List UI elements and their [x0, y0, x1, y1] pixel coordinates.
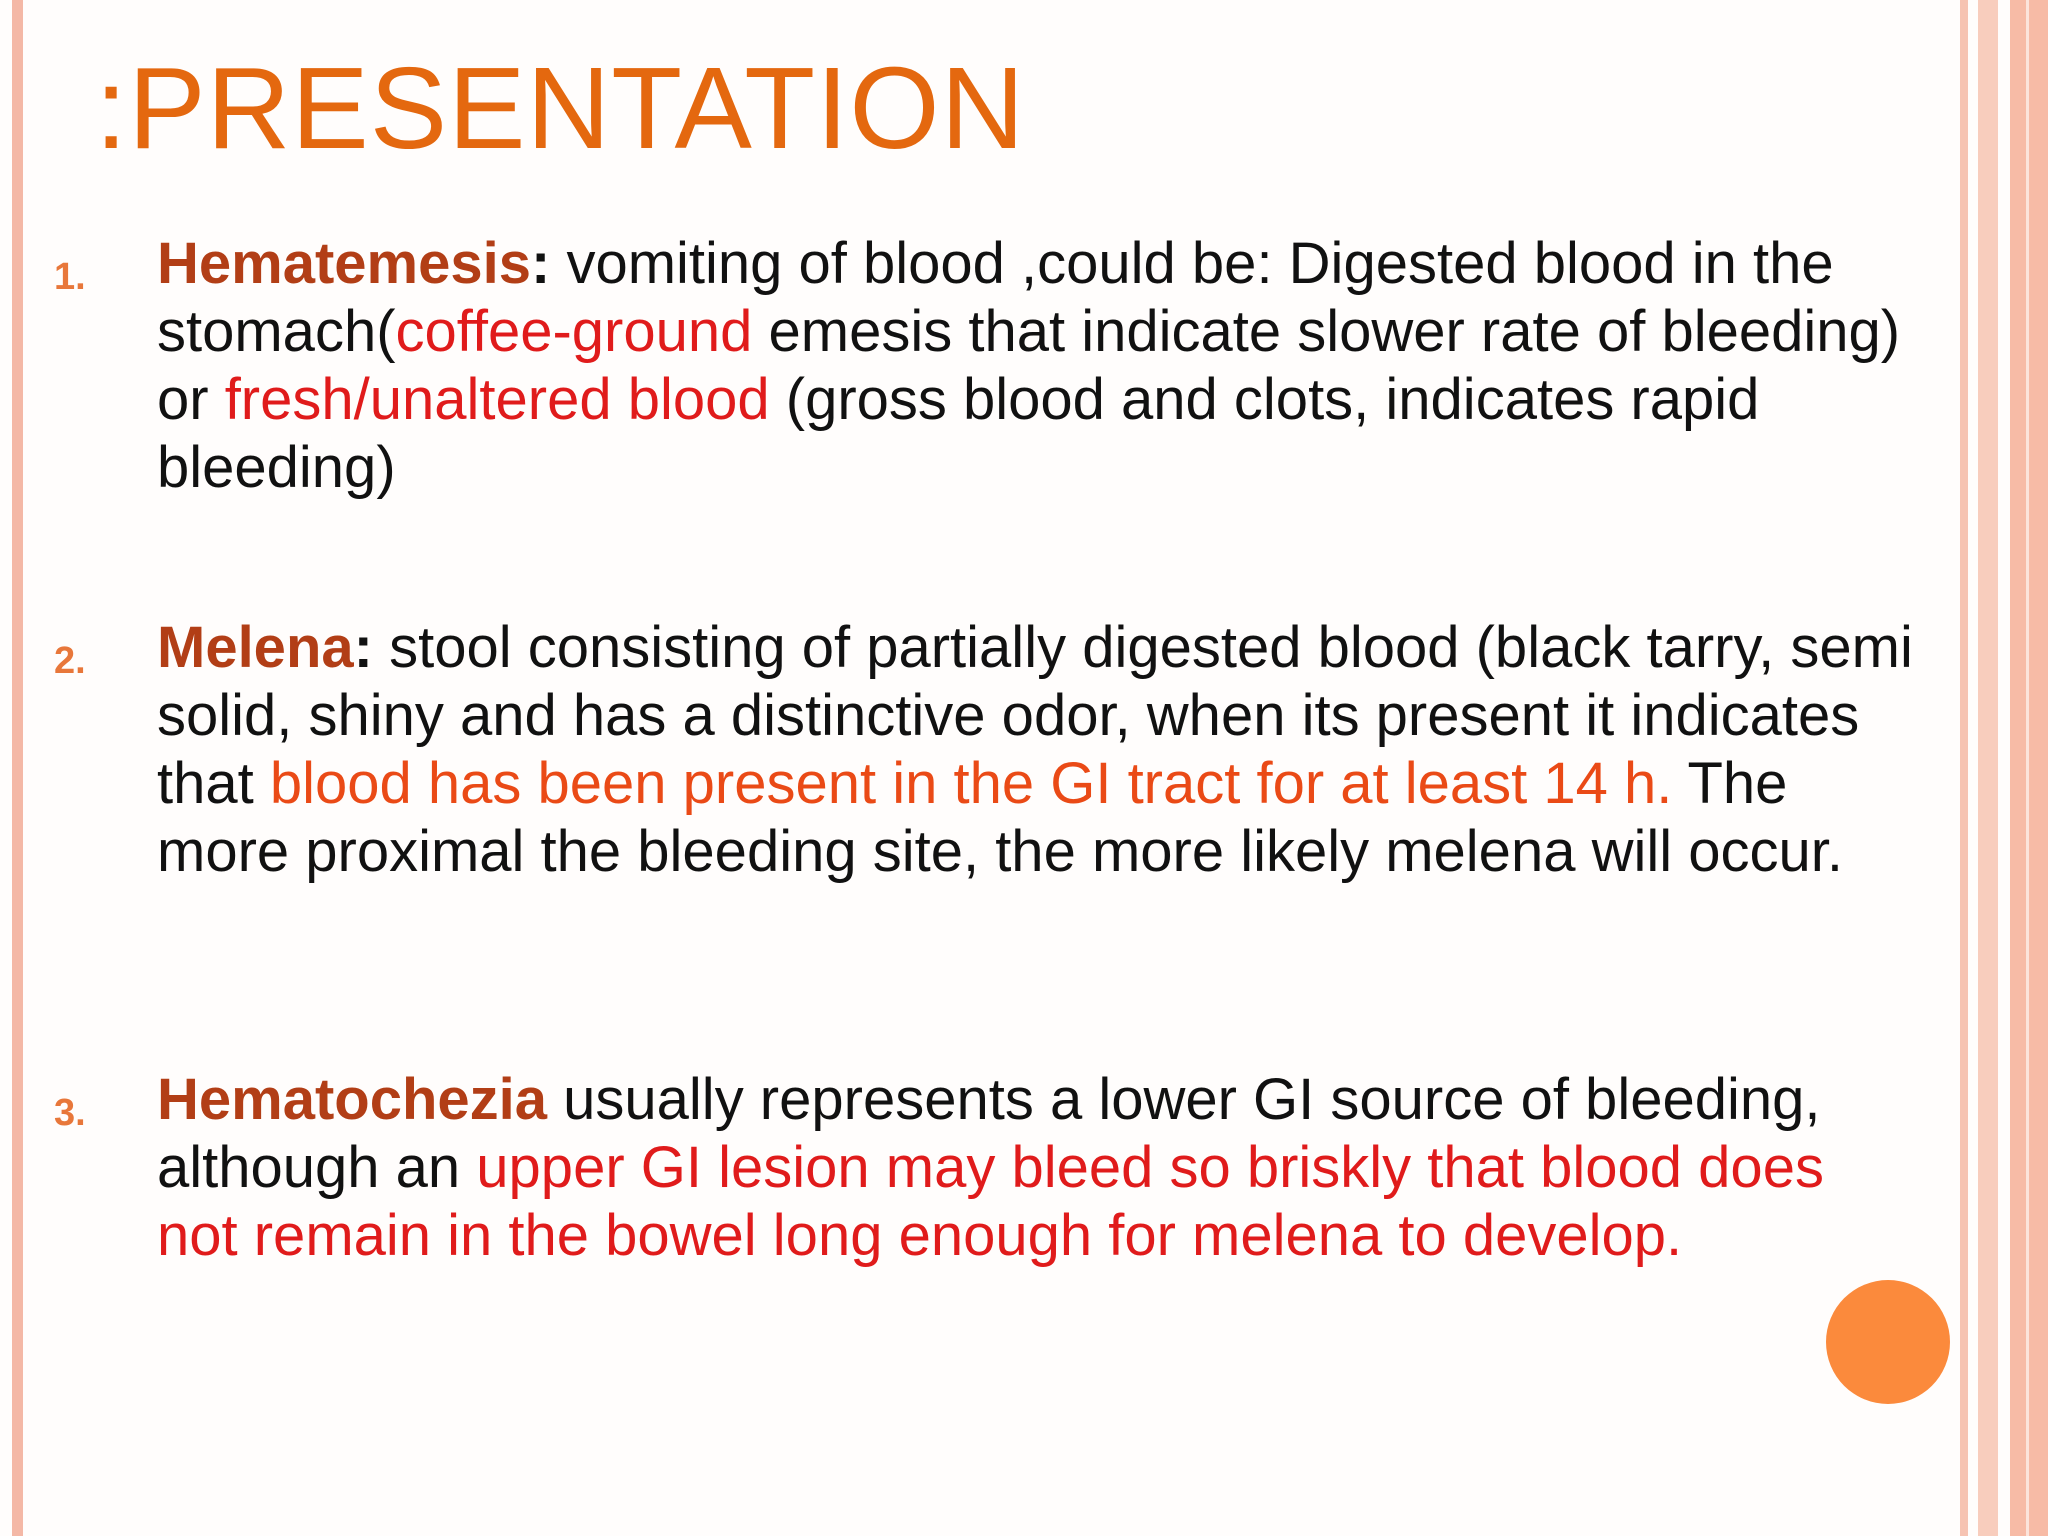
- item-text: (gross blood and clots, indicates rapid bleeding): [157, 367, 1760, 500]
- right-border-stripe: [1960, 0, 1968, 1536]
- list-item-text: [157, 230, 1917, 502]
- right-border-stripe: [2010, 0, 2048, 1536]
- right-border-line: [2026, 0, 2029, 1536]
- highlight-coffee-ground: coffee-ground: [395, 299, 753, 364]
- list-item-number: 1.: [54, 256, 86, 298]
- term-colon: :: [353, 615, 373, 680]
- highlight-gi-tract-14h: blood has been present in the GI tract for at least 14 h.: [269, 751, 1673, 816]
- slide-title: :PRESENTATION: [95, 43, 1026, 173]
- item-text: vomiting of blood ,could be: Digested blood in the stomach(: [157, 231, 1834, 364]
- list-item-number: 3.: [54, 1092, 86, 1134]
- item-text: emesis that indicate slower rate of bleeding) or: [157, 299, 1901, 432]
- highlight-upper-gi-lesion: upper GI lesion may bleed so briskly that blood does not remain in the bowel long enough for melena to develop.: [157, 1135, 1824, 1268]
- item-text: stool consisting of partially digested blood (black tarry, semi solid, shiny and has a distinctive odor, when its present it indicates that: [157, 615, 1913, 816]
- term-hematemesis: Hematemesis: [157, 231, 531, 296]
- term-colon: :: [531, 231, 551, 296]
- item-text: The more proximal the bleeding site, the more likely melena will occur.: [157, 751, 1843, 884]
- highlight-fresh-blood: fresh/unaltered blood: [224, 367, 770, 432]
- decorative-circle: [1826, 1280, 1950, 1404]
- term-melena: Melena: [157, 615, 354, 680]
- item-text: usually represents a lower GI source of bleeding, although an: [157, 1067, 1821, 1200]
- right-border-stripe: [1978, 0, 1998, 1536]
- left-border-stripe: [12, 0, 23, 1536]
- list-item-text: [157, 614, 1917, 886]
- list-item-number: 2.: [54, 640, 86, 682]
- list-item-text: [157, 1066, 1917, 1270]
- term-hematochezia: Hematochezia: [157, 1067, 548, 1132]
